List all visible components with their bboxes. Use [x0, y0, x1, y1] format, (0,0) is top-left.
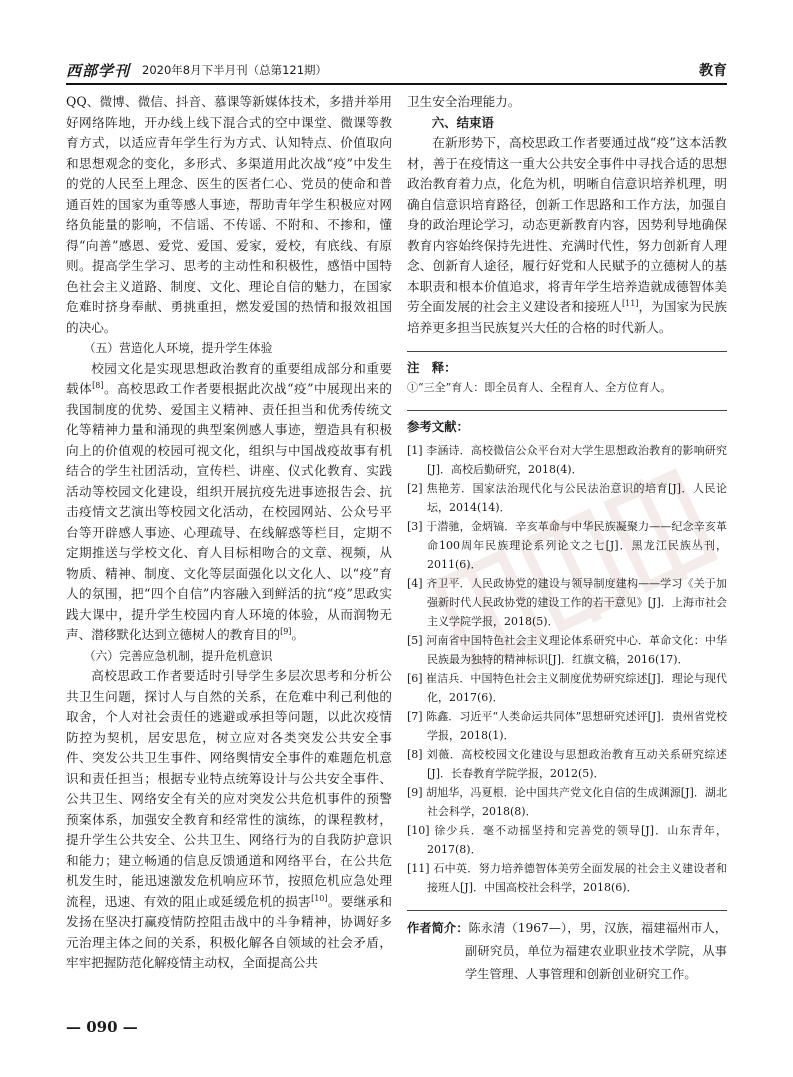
- subsection-heading: （六）完善应急机制，提升危机意识: [83, 648, 273, 663]
- divider: [407, 910, 727, 911]
- divider: [407, 351, 727, 352]
- issue-info: 2020年8月下半月刊（总第121期）: [142, 63, 328, 77]
- citation-mark: [9]: [280, 626, 292, 636]
- divider: [407, 410, 727, 411]
- page-header: [66, 58, 727, 84]
- reference-item: [2] 焦艳芳．国家法治现代化与公民法治意识的培育[J]．人民论坛，2014(14)．: [407, 482, 727, 514]
- references-heading: 参考文献：: [407, 418, 469, 434]
- reference-item: [3] 于潜驰，金炳镐．辛亥革命与中华民族凝聚力——纪念辛亥革命100周年民族理论系列论文之七[J]．黑龙江民族丛刊，2011(6)．: [407, 520, 727, 571]
- reference-item: [4] 齐卫平．人民政协党的建设与领导制度建构——学习《关于加强新时代人民政协党的建设工作的若干意见》[J]．上海市社会主义学院学报，2018(5)．: [407, 577, 727, 628]
- reference-item: [6] 崔洁兵．中国特色社会主义制度优势研究综述[J]．理论与现代化，2017(6)．: [407, 672, 727, 704]
- reference-list: [407, 441, 727, 897]
- citation-mark: [8]: [92, 380, 104, 390]
- body-paragraph: 高校思政工作者要适时引导学生多层次思考和分析公共卫生问题，探讨人与自然的关系，在危难中利己利他的取舍，个人对社会责任的逃避或承担等问题，以此次疫情防控为契机，居安思危，树立应对各类突发公共安全事件、突发公共卫生事件、网络舆情安全事件的难题危机意识和责任担当；根据专业特点统筹设计与公共安全事件、公共卫生、网络安全有关的应对突发公共危机事件的预警预案体系，加强安全教育和经常性的演练，的课程教材，提升学生公共安全、公共卫生、网络行为的自我防护意识和能力；建立畅通的信息反馈通道和网络平台，在公共危机发生时，能迅速激发危机响应环节，按照危机应急处理流程，迅速、有效的阻止或延缓危机的损害[10]。要继承和发扬在坚决打赢疫情防控阻击战中的斗争精神，协调好多元治理主体之间的关系，积极化解各自领域的社会矛盾，牢牢把握防范化解疫情主动权，全面提高公共: [66, 668, 393, 970]
- reference-item: [9] 胡旭华，冯夏根．论中国共产党文化自信的生成渊源[J]．湖北社会科学，2018(8)．: [407, 786, 727, 818]
- section-heading: 六、结束语: [431, 114, 494, 130]
- journal-logo: 西部学刊: [66, 62, 131, 80]
- citation-mark: [10]: [311, 893, 328, 903]
- header-rule: [66, 83, 727, 85]
- reference-item: [5] 河南省中国特色社会主义理论体系研究中心．革命文化：中华民族最为独特的精神标识[J]．红旗文稿，2016(17)．: [407, 634, 727, 666]
- reference-item: [7] 陈鑫．习近平“人类命运共同体”思想研究述评[J]．贵州省党校学报，2018(1)．: [407, 710, 727, 742]
- author-text: 陈永清（1967—），男，汉族，福建福州市人，副研究员，单位为福建农业职业技术学院，从事学生管理、人事管理和创新创业研究工作。: [465, 921, 727, 981]
- body-paragraph: QQ、微博、微信、抖音、慕课等新媒体技术，多措并举用好网络阵地，开办线上线下混合式的空中课堂、微课等教育方式，以适应青年学生行为方式、认知特点、价值取向和思想观念的变化，多形式、多渠道用此次战“疫”中发生的党的人民至上理念、医生的医者仁心、党员的使命和普通百姓的国家为重等感人事迹，帮助青年学生积极应对网络负能量的影响，不信谣、不传谣、不附和、不掺和，懂得“向善”感恩、爱党、爱国、爱家，爱校，有底线、有原则。提高学生学习、思考的主动性和积极性，感悟中国特色社会主义道路、制度、文化、理论自信的魅力，在国家危难时挤身奉献、勇挑重担，燃发爱国的热情和报效祖国的决心。: [66, 94, 392, 335]
- right-column: [407, 92, 727, 986]
- reference-item: [10] 徐少兵．毫不动摇坚持和完善党的领导[J]．山东青年，2017(8)．: [407, 824, 727, 856]
- left-column: [66, 92, 392, 974]
- body-paragraph: 校园文化是实现思想政治教育的重要组成部分和重要载体[8]。高校思政工作者要根据此次战“疫”中展现出来的我国制度的优势、爱国主义精神、责任担当和优秀传统文化等精神力量和涌现的典型案例感人事迹，塑造具有积极向上的价值观的校园可视文化，组织与中国战疫故事有机结合的学生社团活动，宣传栏、讲座、仪式化教育、实践活动等校园文化建设，组织开展抗疫先进事迹报告会、抗击疫情文艺演出等校园文化活动，在校园网站、公众号平台等开辟感人事迹、心理疏导、在线解惑等栏目，定期不定期推送与学校文化、育人目标相吻合的文章、视频，从物质、精神、制度、文化等层面强化以文化人、以“疫”育人的氛围，把“四个自信”内容融入到鲜活的抗“疫”思政实践大课中，提升学生校园内育人环境的体验，从而润物无声、潜移默化达到立德树人的教育目的[9]。: [66, 360, 392, 642]
- section-name: 教育: [699, 63, 727, 79]
- note-item: ①“三全”育人：即全员育人、全程育人、全方位育人。: [407, 380, 672, 394]
- citation-mark: [11]: [622, 298, 639, 308]
- page-number: — 090 —: [66, 1018, 138, 1036]
- author-label: 作者简介：: [407, 921, 469, 935]
- body-paragraph: 卫生安全治理能力。: [407, 94, 521, 109]
- subsection-heading: （五）营造化人环境，提升学生体验: [83, 341, 273, 355]
- reference-item: [8] 刘薇．高校校园文化建设与思想政治教育互动关系研究综述[J]．长春教育学院学报，2012(5)．: [407, 748, 727, 780]
- author-bio: [407, 917, 727, 986]
- reference-item: [1] 李涵诗．高校微信公众平台对大学生思想政治教育的影响研究[J]．高校后勤研究，2018(4)．: [407, 444, 727, 476]
- notes-heading: 注 释：: [407, 360, 457, 375]
- reference-item: [11] 石中英．努力培养德智体美劳全面发展的社会主义建设者和接班人[J]．中国高校社会科学，2018(6)．: [407, 862, 727, 894]
- body-paragraph: 在新形势下，高校思政工作者要通过战“疫”这本活教材，善于在疫情这一重大公共安全事件中寻找合适的思想政治教育着力点，化危为机，明晰自信意识培养机理，明确自信意识培育路径，创新工作思路和工作方法，加强自身的政治理论学习，动态更新教育内容，因势利导地确保教育内容始终保持先进性、充满时代性，努力创新育人理念、创新育人途径，履行好党和人民赋予的立德树人的基本职责和根本价值追求，将青年学生培养造就成德智体美劳全面发展的社会主义建设者和接班人[11]，为国家为民族培养更多担当民族复兴大任的合格的时代新人。: [407, 135, 728, 335]
